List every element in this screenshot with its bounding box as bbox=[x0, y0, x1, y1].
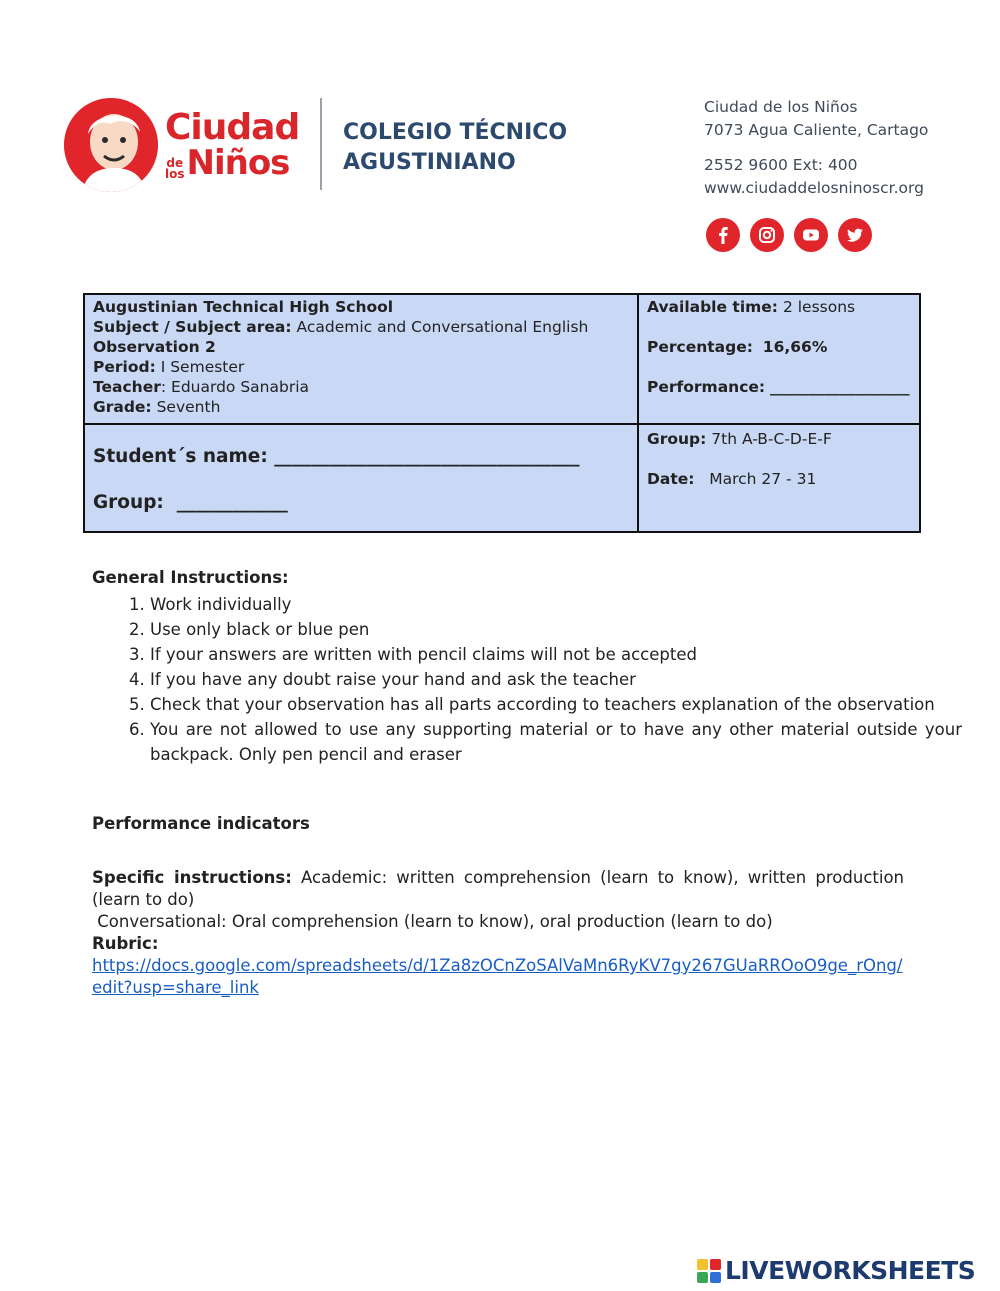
rubric-label: Rubric: bbox=[92, 934, 159, 953]
date-label: Date: bbox=[647, 470, 695, 488]
brand-top: Ciudad bbox=[165, 107, 300, 148]
period-value: I Semester bbox=[160, 358, 245, 376]
twitter-icon[interactable] bbox=[838, 218, 872, 252]
conversational-text: Conversational: Oral comprehension (learn to know), oral production (learn to do) bbox=[97, 912, 773, 931]
percentage-label: Percentage: bbox=[647, 338, 753, 356]
available-time-label: Available time: bbox=[647, 298, 778, 316]
brand-wordmark bbox=[165, 107, 300, 183]
group-value: 7th A-B-C-D-E-F bbox=[711, 430, 832, 448]
contact-block bbox=[704, 96, 928, 200]
contact-name: Ciudad de los Niños bbox=[704, 98, 858, 116]
group-label: Group: bbox=[647, 430, 707, 448]
conversational-line bbox=[92, 911, 904, 933]
student-name-label: Student´s name: bbox=[93, 446, 268, 467]
specific-instructions bbox=[92, 867, 904, 911]
course-info-cell bbox=[84, 294, 638, 424]
grade-label: Grade: bbox=[93, 398, 152, 416]
rubric-link[interactable]: https://docs.google.com/spreadsheets/d/1Za8zOCnZoSAlVaMn6RyKV7gy267GUaRROoO9ge_rOng/edit?usp=share_link bbox=[92, 956, 903, 997]
teacher-label: Teacher bbox=[93, 378, 161, 396]
grade-value: Seventh bbox=[156, 398, 221, 416]
social-icons bbox=[706, 218, 872, 252]
observation-title: Observation 2 bbox=[93, 338, 216, 356]
contact-phone: 2552 9600 Ext: 400 bbox=[704, 156, 858, 174]
instructions-list bbox=[92, 592, 962, 767]
performance-blank[interactable]: __________________ bbox=[770, 378, 910, 396]
header-divider bbox=[320, 98, 322, 190]
group-date-cell bbox=[638, 424, 920, 532]
list-item: 5. Check that your observation has all parts according to teachers explanation of the observation bbox=[150, 692, 962, 717]
facebook-icon[interactable] bbox=[706, 218, 740, 252]
evaluation-info-cell bbox=[638, 294, 920, 424]
date-value: March 27 - 31 bbox=[709, 470, 817, 488]
list-item: 6. You are not allowed to use any supporting material or to have any other material outside your backpack. Only pen pencil and eraser bbox=[150, 717, 962, 767]
teacher-value: : Eduardo Sanabria bbox=[160, 378, 310, 396]
percentage-value: 16,66% bbox=[762, 338, 828, 356]
specific-instructions-label: Specific instructions: bbox=[92, 868, 292, 887]
performance-indicators-heading: Performance indicators bbox=[92, 814, 310, 833]
student-group-label: Group: bbox=[93, 492, 164, 513]
list-item: 2. Use only black or blue pen bbox=[150, 617, 962, 642]
youtube-icon[interactable] bbox=[794, 218, 828, 252]
contact-address: 7073 Agua Caliente, Cartago bbox=[704, 121, 929, 139]
period-label: Period: bbox=[93, 358, 156, 376]
school-title: Augustinian Technical High School bbox=[93, 298, 394, 316]
contact-website: www.ciudaddelosninoscr.org bbox=[704, 179, 924, 197]
brand-bottom: Niños bbox=[186, 143, 290, 183]
performance-label: Performance: bbox=[647, 378, 766, 396]
brand-de: de bbox=[166, 156, 184, 170]
list-item: 4. If you have any doubt raise your hand and ask the teacher bbox=[150, 667, 962, 692]
school-line-2: AGUSTINIANO bbox=[343, 150, 516, 175]
list-item: 3. If your answers are written with pencil claims will not be accepted bbox=[150, 642, 962, 667]
specific-instructions-text: Academic: written comprehension (learn to know), written production (learn to do) bbox=[92, 868, 904, 909]
liveworksheets-brand: LIVEWORKSHEETS bbox=[725, 1256, 976, 1285]
brand-los: los bbox=[165, 167, 185, 181]
subject-label: Subject / Subject area: bbox=[93, 318, 292, 336]
info-table bbox=[83, 293, 921, 533]
school-line-1: COLEGIO TÉCNICO bbox=[343, 120, 568, 145]
subject-value: Academic and Conversational English bbox=[296, 318, 589, 336]
student-name-blank[interactable]: _________________________________ bbox=[274, 446, 580, 467]
school-name bbox=[343, 118, 567, 178]
student-group-blank[interactable]: ____________ bbox=[176, 492, 288, 513]
available-time-value: 2 lessons bbox=[782, 298, 856, 316]
instagram-icon[interactable] bbox=[750, 218, 784, 252]
ciudad-ninos-logo-icon bbox=[64, 98, 158, 192]
liveworksheets-tiles-icon bbox=[697, 1259, 721, 1283]
general-instructions-title: General Instructions: bbox=[92, 568, 289, 587]
liveworksheets-logo bbox=[697, 1256, 975, 1285]
list-item: 1. Work individually bbox=[150, 592, 962, 617]
student-cell bbox=[84, 424, 638, 532]
